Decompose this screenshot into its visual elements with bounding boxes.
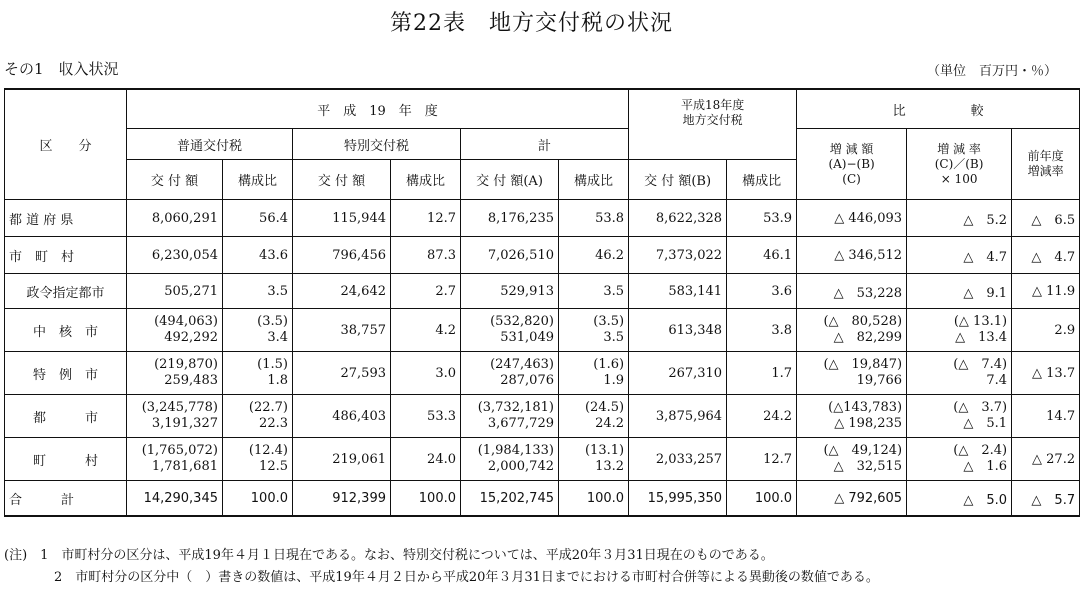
cell: 46.1 [727,237,797,274]
cell: 43.6 [223,237,293,274]
cell: 529,913 [461,274,559,309]
cell: 46.2 [559,237,629,274]
cell: 14,290,345 [127,481,223,517]
header-kofugaku-1: 交 付 額 [127,160,223,200]
row-label: 市 町 村 [5,237,127,274]
cell: (3.5) 3.4 [223,309,293,352]
cell: 24.0 [391,438,461,481]
footnotes [4,545,879,589]
cell: 2.9 [1012,309,1080,352]
cell: (3,732,181) 3,677,729 [461,395,559,438]
cell: 6,230,054 [127,237,223,274]
cell: 15,995,350 [629,481,727,517]
revenue-table [4,88,1080,517]
cell: △ 13.7 [1012,352,1080,395]
cell: (1.6) 1.9 [559,352,629,395]
cell: 796,456 [293,237,391,274]
cell: (△ 13.1) △ 13.4 [907,309,1012,352]
cell: (△ 2.4) △ 1.6 [907,438,1012,481]
cell: △ 9.1 [907,274,1012,309]
cell: 3,875,964 [629,395,727,438]
cell: 115,944 [293,200,391,237]
cell: 613,348 [629,309,727,352]
page-title: 第22表 地方交付税の状況 [390,11,673,36]
cell: 3.0 [391,352,461,395]
cell: (12.4) 12.5 [223,438,293,481]
cell: 27,593 [293,352,391,395]
row-label: 特 例 市 [5,352,127,395]
cell: (△ 3.7) △ 5.1 [907,395,1012,438]
header-zogengaku: 増 減 額 (A)−(B) (C) [797,129,907,200]
cell: 4.2 [391,309,461,352]
cell: △ 27.2 [1012,438,1080,481]
cell: (494,063) 492,292 [127,309,223,352]
cell: (1,984,133) 2,000,742 [461,438,559,481]
table-row [5,237,1080,274]
cell: 3.5 [223,274,293,309]
row-label: 政令指定都市 [5,274,127,309]
cell: △ 11.9 [1012,274,1080,309]
cell: △ 5.2 [907,200,1012,237]
cell: (1,765,072) 1,781,681 [127,438,223,481]
header-futsu: 普通交付税 [127,129,293,160]
cell: 486,403 [293,395,391,438]
cell: 7,026,510 [461,237,559,274]
cell: 24.2 [727,395,797,438]
cell: 12.7 [391,200,461,237]
header-koseihi-3: 構成比 [559,160,629,200]
note-2: 2 市町村分の区分中（ ）書きの数値は、平成19年４月２日から平成20年３月31日までにおける市町村合併等による異動後の数値である。 [54,570,879,585]
cell: (22.7) 22.3 [223,395,293,438]
cell: (247,463) 287,076 [461,352,559,395]
header-compare: 比 較 [797,89,1080,129]
header-koseihi-1: 構成比 [223,160,293,200]
cell: (1.5) 1.8 [223,352,293,395]
table-row [5,395,1080,438]
total-row [5,481,1080,517]
cell: △ 5.0 [907,481,1012,517]
header-kofugaku-b: 交 付 額(B) [629,160,727,200]
cell: 3.5 [559,274,629,309]
cell: 15,202,745 [461,481,559,517]
cell: 8,622,328 [629,200,727,237]
header-koseihi-4: 構成比 [727,160,797,200]
cell: 583,141 [629,274,727,309]
cell: 505,271 [127,274,223,309]
cell: 100.0 [223,481,293,517]
header-kei: 計 [461,129,629,160]
table-row [5,352,1080,395]
table-row [5,274,1080,309]
cell: △ 53,228 [797,274,907,309]
header-zennen: 前年度 増減率 [1012,129,1080,200]
cell: 100.0 [559,481,629,517]
note-1: (注) 1 市町村分の区分は、平成19年４月１日現在である。なお、特別交付税については、平成20年３月31日現在のものである。 [4,548,774,563]
table-row [5,200,1080,237]
cell: (△ 80,528) △ 82,299 [797,309,907,352]
cell: (△ 19,847) 19,766 [797,352,907,395]
row-label: 都 市 [5,395,127,438]
row-label: 都 道 府 県 [5,200,127,237]
header-h18: 平成18年度 地方交付税 [629,89,797,160]
table-row [5,438,1080,481]
cell: (13.1) 13.2 [559,438,629,481]
cell: 38,757 [293,309,391,352]
cell: (3.5) 3.5 [559,309,629,352]
cell: △ 6.5 [1012,200,1080,237]
row-label: 合 計 [5,481,127,517]
cell: (△143,783) △ 198,235 [797,395,907,438]
cell: 912,399 [293,481,391,517]
cell: 24,642 [293,274,391,309]
header-tokubetsu: 特別交付税 [293,129,461,160]
header-category: 区 分 [5,89,127,200]
cell: 267,310 [629,352,727,395]
cell: 219,061 [293,438,391,481]
cell: (△ 7.4) 7.4 [907,352,1012,395]
cell: △ 4.7 [1012,237,1080,274]
cell: 3.8 [727,309,797,352]
cell: 87.3 [391,237,461,274]
unit-label: （単位 百万円・％） [926,64,1057,79]
header-kofugaku-a: 交 付 額(A) [461,160,559,200]
cell: △ 5.7 [1012,481,1080,517]
cell: 1.7 [727,352,797,395]
cell: 12.7 [727,438,797,481]
cell: 7,373,022 [629,237,727,274]
header-h19: 平 成 19 年 度 [127,89,629,129]
cell: 100.0 [391,481,461,517]
cell: 53.8 [559,200,629,237]
cell: 8,176,235 [461,200,559,237]
cell: 8,060,291 [127,200,223,237]
cell: △ 4.7 [907,237,1012,274]
cell: 2.7 [391,274,461,309]
cell: 53.9 [727,200,797,237]
cell: (24.5) 24.2 [559,395,629,438]
header-koseihi-2: 構成比 [391,160,461,200]
cell: (3,245,778) 3,191,327 [127,395,223,438]
cell: 53.3 [391,395,461,438]
table-row [5,309,1080,352]
cell: △ 446,093 [797,200,907,237]
cell: 2,033,257 [629,438,727,481]
row-label: 町 村 [5,438,127,481]
cell: 3.6 [727,274,797,309]
cell: 100.0 [727,481,797,517]
cell: 14.7 [1012,395,1080,438]
header-zogenritsu: 増 減 率 (C)／(B) × 100 [907,129,1012,200]
cell: 56.4 [223,200,293,237]
cell: △ 346,512 [797,237,907,274]
header-kofugaku-2: 交 付 額 [293,160,391,200]
cell: (219,870) 259,483 [127,352,223,395]
cell: △ 792,605 [797,481,907,517]
cell: (△ 49,124) △ 32,515 [797,438,907,481]
section-subtitle: その1 収入状況 [4,60,119,78]
row-label: 中 核 市 [5,309,127,352]
cell: (532,820) 531,049 [461,309,559,352]
